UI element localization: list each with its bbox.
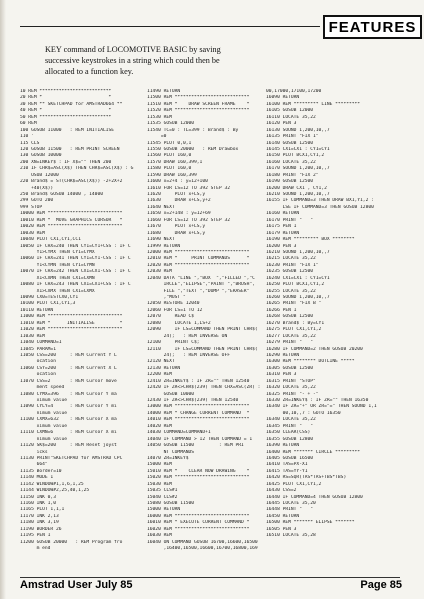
code-line: 11670 PLOT x+LS,y (147, 224, 206, 230)
code-line: 16290 RETURN (266, 352, 300, 358)
code-line: 16240 CX1=CX1 : CY1=CY1 (266, 275, 330, 281)
code-line: 16190 GOSUB 12500 (266, 179, 314, 185)
code-line: 14040 IF COMMAND > 12 THEN COMMAND = 1 (147, 436, 253, 442)
code-line: 16210 SOUND 1,200,10,,7 (266, 249, 330, 255)
code-line: 16140 GOSUB 12500 (266, 140, 314, 146)
code-line: 10000 REM *************************** (20, 211, 123, 217)
code-line: 11510 REM * DRAW SCREEN FRAME * (147, 101, 250, 107)
code-line: 16175 PEN 1 (266, 224, 297, 230)
code-line: 20 REM * * (20, 95, 112, 101)
intro-line: KEY command of LOCOMOTIVE BASIC by saving (45, 45, 221, 54)
code-line: 11110 CXMN=6 : REM Cursor X mi (20, 430, 117, 436)
code-line: ximum value (20, 423, 68, 429)
footer-rule (20, 577, 400, 578)
code-line: 11165 PLOT 1,1,1 (20, 507, 65, 513)
code-line: 11170 INK 2,13 (20, 513, 59, 519)
code-line: 16255 LOCATE 35,22 (266, 288, 316, 294)
code-line: 60 REM (20, 121, 37, 127)
code-line: 16280 IF COMMAND=2 THEN GOSUB 20200 (266, 346, 363, 352)
code-line: 16130 SOUND 1,200,10,,7 (266, 127, 330, 133)
code-line: 16215 LOCATE 35,22 (266, 256, 316, 262)
code-line: 11144 WINDOW#2,25,40,1,25 (20, 488, 90, 494)
code-line: 16410 TAS=PX-X1 (266, 462, 308, 468)
code-line: 16350 CLEAR(CSS) (266, 430, 311, 436)
code-line: 16155 IF COMMAND=3 THEN DRAW BX1,Y1,2 : (266, 198, 374, 204)
code-line: ment speed (20, 385, 65, 391)
code-line: 11490 RETURN (147, 89, 181, 94)
code-line: 11160 INK 1,0 (20, 501, 56, 506)
code-line: 10 REM ************************** (20, 89, 112, 94)
code-line: 16270 Brand$ : By=CY1 (266, 320, 325, 326)
code-line: 11650 x=2+148 : y=12+69 (147, 211, 211, 217)
code-line: 10060 IF CHX=241 THEN CY1=CY1-CSS : IF C (20, 256, 131, 262)
code-line: 16300 REM ******** DOTLINE ***** (266, 359, 355, 365)
code-line: 16405 GOSUB 16500 (266, 455, 314, 461)
code-line: 16325 PRINT "- + -" (266, 391, 319, 397)
code-line: 16180 PRINT "FIX 2" (266, 172, 319, 178)
code-line: 12000 REM *************************** (147, 249, 250, 255)
code-line: 11195 PEN 1 (20, 533, 51, 539)
code-line: 11610 FOR LS=12 TO 392 STEP 32 (147, 185, 230, 191)
code-line: 15030 REM (147, 481, 172, 487)
code-line: 16145 CX1=CX1 : CY1=CY1 (266, 146, 330, 152)
code-line: 11135 Border=10 (20, 468, 62, 474)
code-line: 15000 REM (147, 462, 172, 468)
code-line: 11640 NEXT (147, 204, 175, 210)
code-line: 16340 IF ZR="+" OR ZR="=" THEN SOUND 1,1 (266, 404, 377, 410)
code-line: 10070 IF CHX=242 THEN CX1=CX1-CSS : IF C (20, 269, 131, 275)
code-line: 299 GOTO 200 (20, 198, 54, 204)
code-line: 130 GOSUB 10000 (20, 153, 62, 159)
code-line: 14010 REM *************************** (147, 417, 250, 423)
code-line: 16250 PLOT BCX1,CY1,2 (266, 282, 325, 288)
code-line: 11500 REM *************************** (147, 95, 250, 101)
code-line: 11060 CSY=200 : REM Current X L (20, 365, 117, 371)
code-line: 12070 READ C$ (147, 314, 195, 320)
code-line: 12090 IF LS=COMMAND THEN PRINT CHR$( (147, 327, 258, 333)
code-line: 16000 REM *************************** (147, 513, 250, 519)
code-line: 10090 CX0=TESTCX0,CY1 (20, 295, 79, 300)
code-line: +40(X$)) (20, 185, 54, 191)
code-line: GOSUB 10000 (147, 391, 195, 397)
code-line: 15020 REM *************************** (147, 475, 250, 481)
code-line: 16110 LOCATE 35,22 (266, 114, 316, 120)
code-line: 24); : REM INVERSE ON (147, 333, 228, 339)
code-line: 16425 PLOT CX1,CY1,2 (266, 481, 322, 487)
code-line: 110 ' (20, 134, 34, 140)
code-line: 12010 REM * PRINT COMMANDS * (147, 256, 250, 262)
code-line: 11999 RETURN (147, 243, 181, 249)
intro-line: allocated to a function key. (45, 67, 134, 76)
code-line: 11070 CSS=2 : REM Cursor move (20, 378, 117, 384)
footer-publication: Amstrad User July 85 (20, 579, 133, 591)
code-line: 11600 x=2+4 : y=12+100 (147, 179, 208, 185)
code-line: 250 Brand$ GOSUB 14000 , 14000 (20, 192, 103, 197)
code-line: 11590 DRAW 160,399 (147, 172, 197, 178)
code-line: 11690 NEXT (147, 237, 175, 243)
code-line: 14000 REM * CHANGE CURRENT COMMAND * (147, 410, 250, 416)
code-line: 10050 IF CHX=240 THEN CY1=CY1+CSS : IF C (20, 243, 131, 249)
code-line: 14020 REM (147, 423, 172, 429)
code-line: 15000 RETURN (147, 507, 181, 513)
intro-line: successive keystrokes in a string which could then be (45, 56, 220, 65)
code-line: 16230 PRINT "FIX 1" (266, 262, 319, 268)
code-line: Y1>CYMX THEN CY1=CYMX (20, 249, 95, 255)
code-line: 30 REM ** SKETCHPAD for AMSTRAD664 ** (20, 101, 123, 107)
code-line: 999 STOP (20, 204, 43, 210)
code-line: 16505 PEN 3 (266, 526, 297, 532)
code-line: 10110 RETURN (20, 307, 54, 313)
code-line: 16315 PRINT "STOP" (266, 378, 316, 384)
code-line: 14050 GOSUB 11500 : REM PRI (147, 443, 244, 449)
code-line: 16150 PLOT BCX1,CY1,2 (266, 153, 325, 159)
code-line: 11150 INK 0,3 (20, 494, 56, 500)
code-line: nimum value (20, 436, 68, 442)
header-rule (20, 26, 320, 27)
code-line: 11570 DRAW 160,399,1 (147, 159, 203, 165)
code-line: ,16400,16500,16600,16700,16800,169 (147, 546, 258, 552)
code-line: 12410 ZR=INKEY$ : IF ZR="" THEN 12540 (147, 378, 250, 384)
code-line: 16420 RS=SQR(TAS*TAS+TBS*TBS) (266, 475, 347, 481)
code-line: 11535 GOSUB 12000 (147, 121, 195, 127)
code-line: 12040 DATA "LINE ","BOX ","FILLED ","C (147, 275, 255, 281)
code-line: 10080 IF CHX=243 THEN CX1=CX1+CSS : IF C (20, 282, 131, 288)
code-line: 15040 CLS#2 (147, 494, 178, 500)
code-line: 11520 REM *************************** (147, 108, 250, 114)
code-line: 12120 NEXT (147, 359, 175, 365)
code-line: 16448 PRINT " " (266, 507, 314, 513)
code-line: 50 REM ************************** (20, 114, 112, 120)
code-line: 40 REM * * (20, 108, 112, 114)
code-line: 24); : REM INVERSE OFF (147, 352, 230, 358)
code-line: 16355 GOSUB 12800 (266, 436, 314, 442)
code-listing-column-3 (266, 89, 406, 540)
code-line: ,"MUST " (147, 295, 186, 300)
code-line: 11620 PLOT x+LS,y (147, 192, 206, 197)
code-line: Y1<CYMN THEN CY1=CYMN (20, 262, 95, 268)
code-line: 11200 GOSUB 20000 : REM Program fro (20, 539, 123, 545)
code-line: 16170 SOUND 1,200,10,,7 (266, 166, 330, 172)
code-line: 16268 GOSUB 12500 (266, 314, 314, 320)
code-line: icks (20, 449, 48, 455)
code-line: 11040 COMMAND=1 (20, 340, 62, 346)
code-line: 11550 GOSUB 20000 : REM Drawbox (147, 146, 239, 152)
code-line: 11530 REM (147, 114, 172, 120)
code-line: 16330 ZR=INKEY$ : IF ZR="" THEN 16350 (266, 398, 369, 403)
code-line: 11142 WINDOW#1,1,6,1,25 (20, 481, 84, 487)
code-line: 00,10,,7 : GOTO 16350 (266, 410, 341, 416)
code-line: 11010 REM * INITIALISE * (20, 320, 123, 326)
code-line: 10040 PLOT CX1,CY1,CC1 (20, 237, 81, 243)
code-line: 12430 IF ZR<>CHR$(239) THEN 12540 (147, 398, 239, 403)
code-line: 120 GOSUB 11500 : REM PRINT SCREEN (20, 146, 120, 152)
code-line: 11080 CYMX=396 : REM Cursor Y ma (20, 391, 117, 397)
footer-page-number: Page 85 (360, 579, 402, 591)
code-line: 16445 LOCATE 35,20 (266, 501, 316, 506)
code-line: 16200 PEN 3 (266, 243, 297, 249)
code-line: 12110 IF LS=COMMAND THEN PRINT CHR$( (147, 346, 258, 352)
code-line: 16266 PEN 1 (266, 307, 297, 313)
code-line: 220 Brand$ = ST(CHR$=ASC(X$)) -2+2X+2 (20, 179, 123, 185)
section-header-label: FEATURES (328, 18, 417, 36)
code-line: 16430 CSS=2 (266, 488, 297, 494)
code-line: 16105 GOSUB 12000 (266, 108, 314, 114)
code-line: 12020 REM *************************** (147, 262, 250, 268)
code-line: 12030 REM (147, 269, 172, 275)
intro-paragraph (45, 44, 310, 77)
code-line: 16320 LOCATE 35,22 (266, 385, 316, 391)
code-line: 12200 REM (147, 372, 172, 378)
code-line: 16340 LOCATE 35,22 (266, 417, 316, 423)
code-line: 11560 PLOT 160,0 (147, 153, 192, 159)
code-line: 16265 PRINT "FIX B " (266, 301, 322, 307)
code-line: 16030 REM (147, 533, 172, 539)
code-line: 10010 REM * MOVE GRAPHICS CURSOR * (20, 217, 123, 223)
code-line: 11050 CSS=200 : REM Current Y L (20, 352, 117, 358)
code-line: 14070 ZR=INKEY$ (147, 455, 189, 461)
code-line: 11190 BORDER 26 (20, 526, 62, 532)
code-line: 11630 DRAW x+LS,y+2 (147, 198, 211, 204)
code-line: X1<CXMN THEN CX1=CXMN (20, 275, 95, 281)
code-line: 16120 PEN 3 (266, 121, 297, 127)
code-line: 11000 REM *************************** (20, 314, 123, 320)
code-line: 16275 PLOT CX1,CY1,2 (266, 327, 322, 333)
section-header-box (323, 15, 422, 39)
code-line: 11140 MODE 1 (20, 475, 54, 481)
code-line: 16190 REM ********* BOX ******** (266, 237, 355, 243)
code-line: 16010 REM * EXECUTE CURRENT COMMAND * (147, 520, 250, 526)
code-line: 16400 REM ******* CIRCLE ********* (266, 449, 361, 455)
code-line: NT COMMANDS (147, 449, 195, 455)
code-line: 16279 PRINT " " (266, 340, 314, 346)
code-line: FILE ","TEXT ","DUMP ","ERASER" (147, 288, 250, 294)
code-line: X1>CXMX THEN CX1=CXMX (20, 288, 95, 294)
code-line: 11180 INK 3,19 (20, 520, 59, 526)
code-line: 15080 GOSUB 11500 (147, 501, 195, 506)
page-binding-shadow (0, 0, 6, 599)
code-line: 00,17000,17100,17200 (266, 89, 322, 94)
code-line: 10030 REM (20, 230, 45, 236)
code-line: 11130 PRINT"SKETCHPAD for AMSTRAD CPC (20, 455, 123, 461)
code-line: nimum value (20, 410, 68, 416)
code-line: 16450 RETURN (266, 513, 300, 519)
code-line: 664" (20, 462, 48, 468)
code-line: 13000 REM *************************** (147, 404, 250, 410)
code-line: 200 XN=INKEY$ : IF X$="" THEN 200 (20, 159, 112, 165)
code-line: 115 CLS (20, 140, 40, 146)
code-line: 16100 REM ********* LINE ********* (266, 101, 361, 107)
code-line: 16235 GOSUB 12500 (266, 269, 314, 275)
code-line: 15035 CLS#1 (147, 488, 178, 494)
code-line: 16170 PRINT " " (266, 217, 314, 223)
code-line: 16415 TAS=YY-Y1 (266, 468, 308, 474)
code-line: 11100 CXMX=632 : REM Cursor X ma (20, 417, 117, 423)
code-line: 10100 PLOT CX1,CY1,3 (20, 301, 76, 307)
code-line: ocation (20, 372, 56, 378)
code-line: 16500 REM ******* ELIPSE ******* (266, 520, 355, 526)
code-line: 16277 LOCATE 35,22 (266, 333, 316, 339)
code-line: 16390 RETURN (266, 443, 300, 449)
code-line: 16345 PRINT " " (266, 423, 314, 429)
code-line: 11045 PARAM=1 (20, 346, 56, 352)
code-line: 16260 SOUND 1,200,10,,7 (266, 295, 330, 300)
code-line: IRCLE","ELIPSE","PAINT ","BRUSH", (147, 282, 255, 288)
code-line: OSUB 12000 (20, 172, 59, 178)
code-line: LSE IF COMMAND=3 THEN GOSUB 12800 (266, 204, 374, 210)
code-line: 11120 SK$=200 : REM Reset joyst (20, 443, 117, 449)
code-line: 16160 RETURN (266, 211, 300, 217)
code-line: 12420 IF ZR<>CHR$(239) THEN CHX=ASC(ZR) : (147, 385, 261, 391)
code-line: 12100 PRINT C$; (147, 340, 200, 346)
code-line: 10020 REM *************************** (20, 224, 123, 230)
code-line: 11540 TC=0 : TL=399 : Brand$ : By (147, 127, 239, 133)
code-line: ximum value (20, 398, 68, 403)
code-line: 16200 DRAW CX1 , CY1,2 (266, 185, 327, 191)
code-line: 16310 PEN 3 (266, 372, 297, 378)
code-line: ocation (20, 359, 56, 365)
code-line: 16440 IF COMMAND=4 THEN GOSUB 12800 (266, 494, 363, 500)
code-line: 16510 LOCATE 35,28 (266, 533, 316, 539)
code-listing-column-2 (147, 89, 265, 553)
code-line: 14030 COMMAND=COMMAND+1 (147, 430, 211, 436)
code-line: 12080 LOCATE 1,LS+2 (147, 320, 211, 326)
code-line: 12050 RESTORE 12040 (147, 301, 200, 307)
code-line: 16040 ON COMMAND GOSUB 16700,16600,16500 (147, 539, 258, 545)
code-line: 11545 PLOT 0,0,1 (147, 140, 192, 146)
code-line: 100 GOSUB 11000 : REM INITIALISE (20, 127, 115, 133)
code-line: 210 IF CHR$=ASC(X$) THEN CHR$=ASC(X$) : G (20, 166, 134, 172)
code-listing-column-1 (20, 89, 145, 553)
code-line: 16135 PRINT "FIX 1" (266, 134, 319, 140)
code-line: 11660 FOR LS=12 TO 392 STEP 32 (147, 217, 230, 223)
code-line: 16160 LOCATE 35,22 (266, 159, 316, 165)
code-line: m end (20, 546, 51, 552)
code-line: 16090 RETURN (266, 95, 300, 101)
code-line: 16179 RETURN (266, 230, 300, 236)
code-line: 11580 PLOT 160,0 (147, 166, 192, 172)
code-line: 12060 FOR LS=1 TO 12 (147, 307, 203, 313)
code-line: 11680 DRAW x+LS,y (147, 230, 206, 236)
code-line: 16020 REM *************************** (147, 526, 250, 532)
code-line: 15010 REM * CLEAR NOW DRAWING * (147, 468, 250, 474)
code-line: 12130 RETURN (147, 365, 181, 371)
code-line: 16305 GOSUB 12500 (266, 365, 314, 371)
code-line: 11090 CYLY=4 : REM Cursor Y mi (20, 404, 117, 410)
code-line: 16210 SOUND 1,200,10,,7 (266, 192, 330, 197)
code-line: =0 (147, 134, 167, 140)
code-line: 11030 REM (20, 333, 45, 339)
code-line: 11020 REM *************************** (20, 327, 123, 333)
